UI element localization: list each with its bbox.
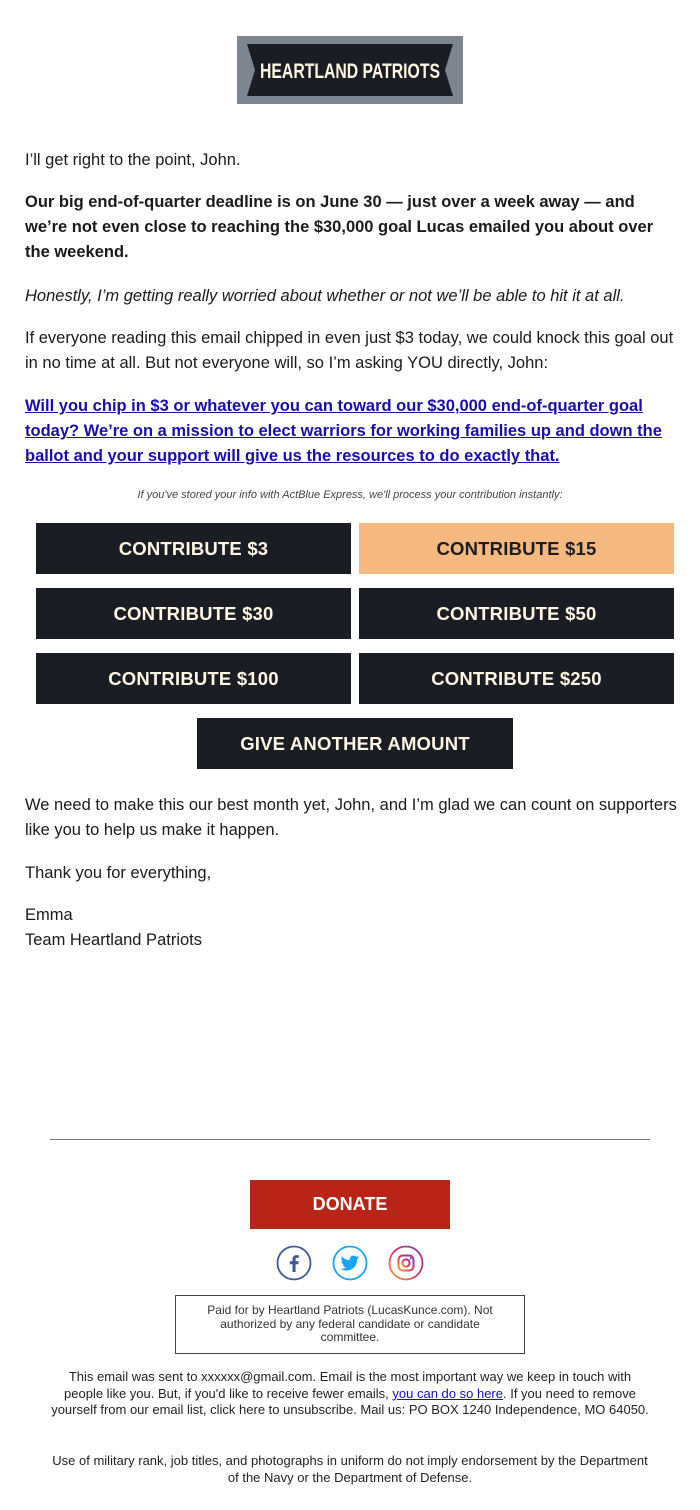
- instagram-icon[interactable]: [388, 1245, 424, 1281]
- ask-paragraph: [25, 326, 677, 376]
- intro-text: I’ll get right to the point, John.: [25, 151, 241, 169]
- signature-name: Emma: [25, 906, 73, 924]
- contribute-50-button[interactable]: CONTRIBUTE $50: [359, 588, 674, 639]
- contribute-3-button[interactable]: CONTRIBUTE $3: [36, 523, 351, 574]
- recipient-email: xxxxxx@gmail.com: [201, 1369, 313, 1384]
- thanks-text: Thank you for everything,: [25, 864, 212, 882]
- facebook-icon[interactable]: [276, 1245, 312, 1281]
- military-disclaimer: Use of military rank, job titles, and photographs in uniform do not imply endorsement by the Department of the Navy or the Department of Defense.: [52, 1453, 648, 1485]
- closing-paragraph: [25, 793, 677, 843]
- footer-divider: [50, 1139, 650, 1140]
- paid-for-disclaimer: Paid for by Heartland Patriots (LucasKunce.com). Not authorized by any federal candidate or candidate committee.: [175, 1295, 525, 1354]
- fewer-emails-link[interactable]: you can do so here: [392, 1385, 503, 1401]
- deadline-text: Our big end-of-quarter deadline is on June 30 — just over a week away — and we’re not even close to reaching the $30,000 goal Lucas emailed you about over the weekend.: [25, 193, 654, 261]
- contribute-250-button[interactable]: CONTRIBUTE $250: [359, 653, 674, 704]
- chip-in-paragraph: [25, 394, 677, 469]
- contribute-15-button[interactable]: CONTRIBUTE $15: [359, 523, 674, 574]
- intro-paragraph: [25, 148, 677, 173]
- email-importance-text: . Email is the most important way we keep in touch with people like you. But, if you'd like to receive fewer emails,: [64, 1369, 632, 1401]
- contribute-100-button[interactable]: CONTRIBUTE $100: [36, 653, 351, 704]
- actblue-note: If you've stored your info with ActBlue Express, we'll process your contribution instantly:: [137, 489, 563, 501]
- ask-text: If everyone reading this email chipped in even just $3 today, we could knock this goal out in no time at all. But not everyone will, so I’m asking YOU directly, John:: [25, 329, 674, 372]
- logo-text: HEARTLAND PATRIOTS: [260, 60, 440, 83]
- signature-team: Team Heartland Patriots: [25, 931, 202, 949]
- signature: [25, 903, 677, 953]
- give-another-amount-button[interactable]: GIVE ANOTHER AMOUNT: [197, 718, 513, 769]
- worry-paragraph: [25, 284, 677, 309]
- contribute-30-button[interactable]: CONTRIBUTE $30: [36, 588, 351, 639]
- logo-graphic: [237, 36, 463, 104]
- thanks-paragraph: [25, 861, 677, 886]
- twitter-icon[interactable]: [332, 1245, 368, 1281]
- closing-text: We need to make this our best month yet, John, and I’m glad we can count on supporters like you to help us make it happen.: [25, 796, 677, 839]
- heartland-patriots-logo[interactable]: [237, 36, 463, 104]
- worry-text: Honestly, I’m getting really worried about whether or not we’ll be able to hit it at all.: [25, 287, 625, 305]
- unsubscribe-text[interactable]: . If you need to remove yourself from our email list, click here to unsubscribe. Mail us: PO BOX 1240 Independence, MO 64050.: [51, 1385, 649, 1417]
- chip-in-link[interactable]: Will you chip in $3 or whatever you can toward our $30,000 end-of-quarter goal today? We’re on a mission to elect warriors for working families up and down the ballot and your support will give us the resources to do exactly that.: [25, 397, 662, 465]
- donate-button[interactable]: DONATE: [250, 1180, 450, 1229]
- footer-email-notice: [50, 1369, 650, 1419]
- sent-to-text: This email was sent to: [68, 1369, 202, 1384]
- deadline-paragraph: [25, 190, 677, 265]
